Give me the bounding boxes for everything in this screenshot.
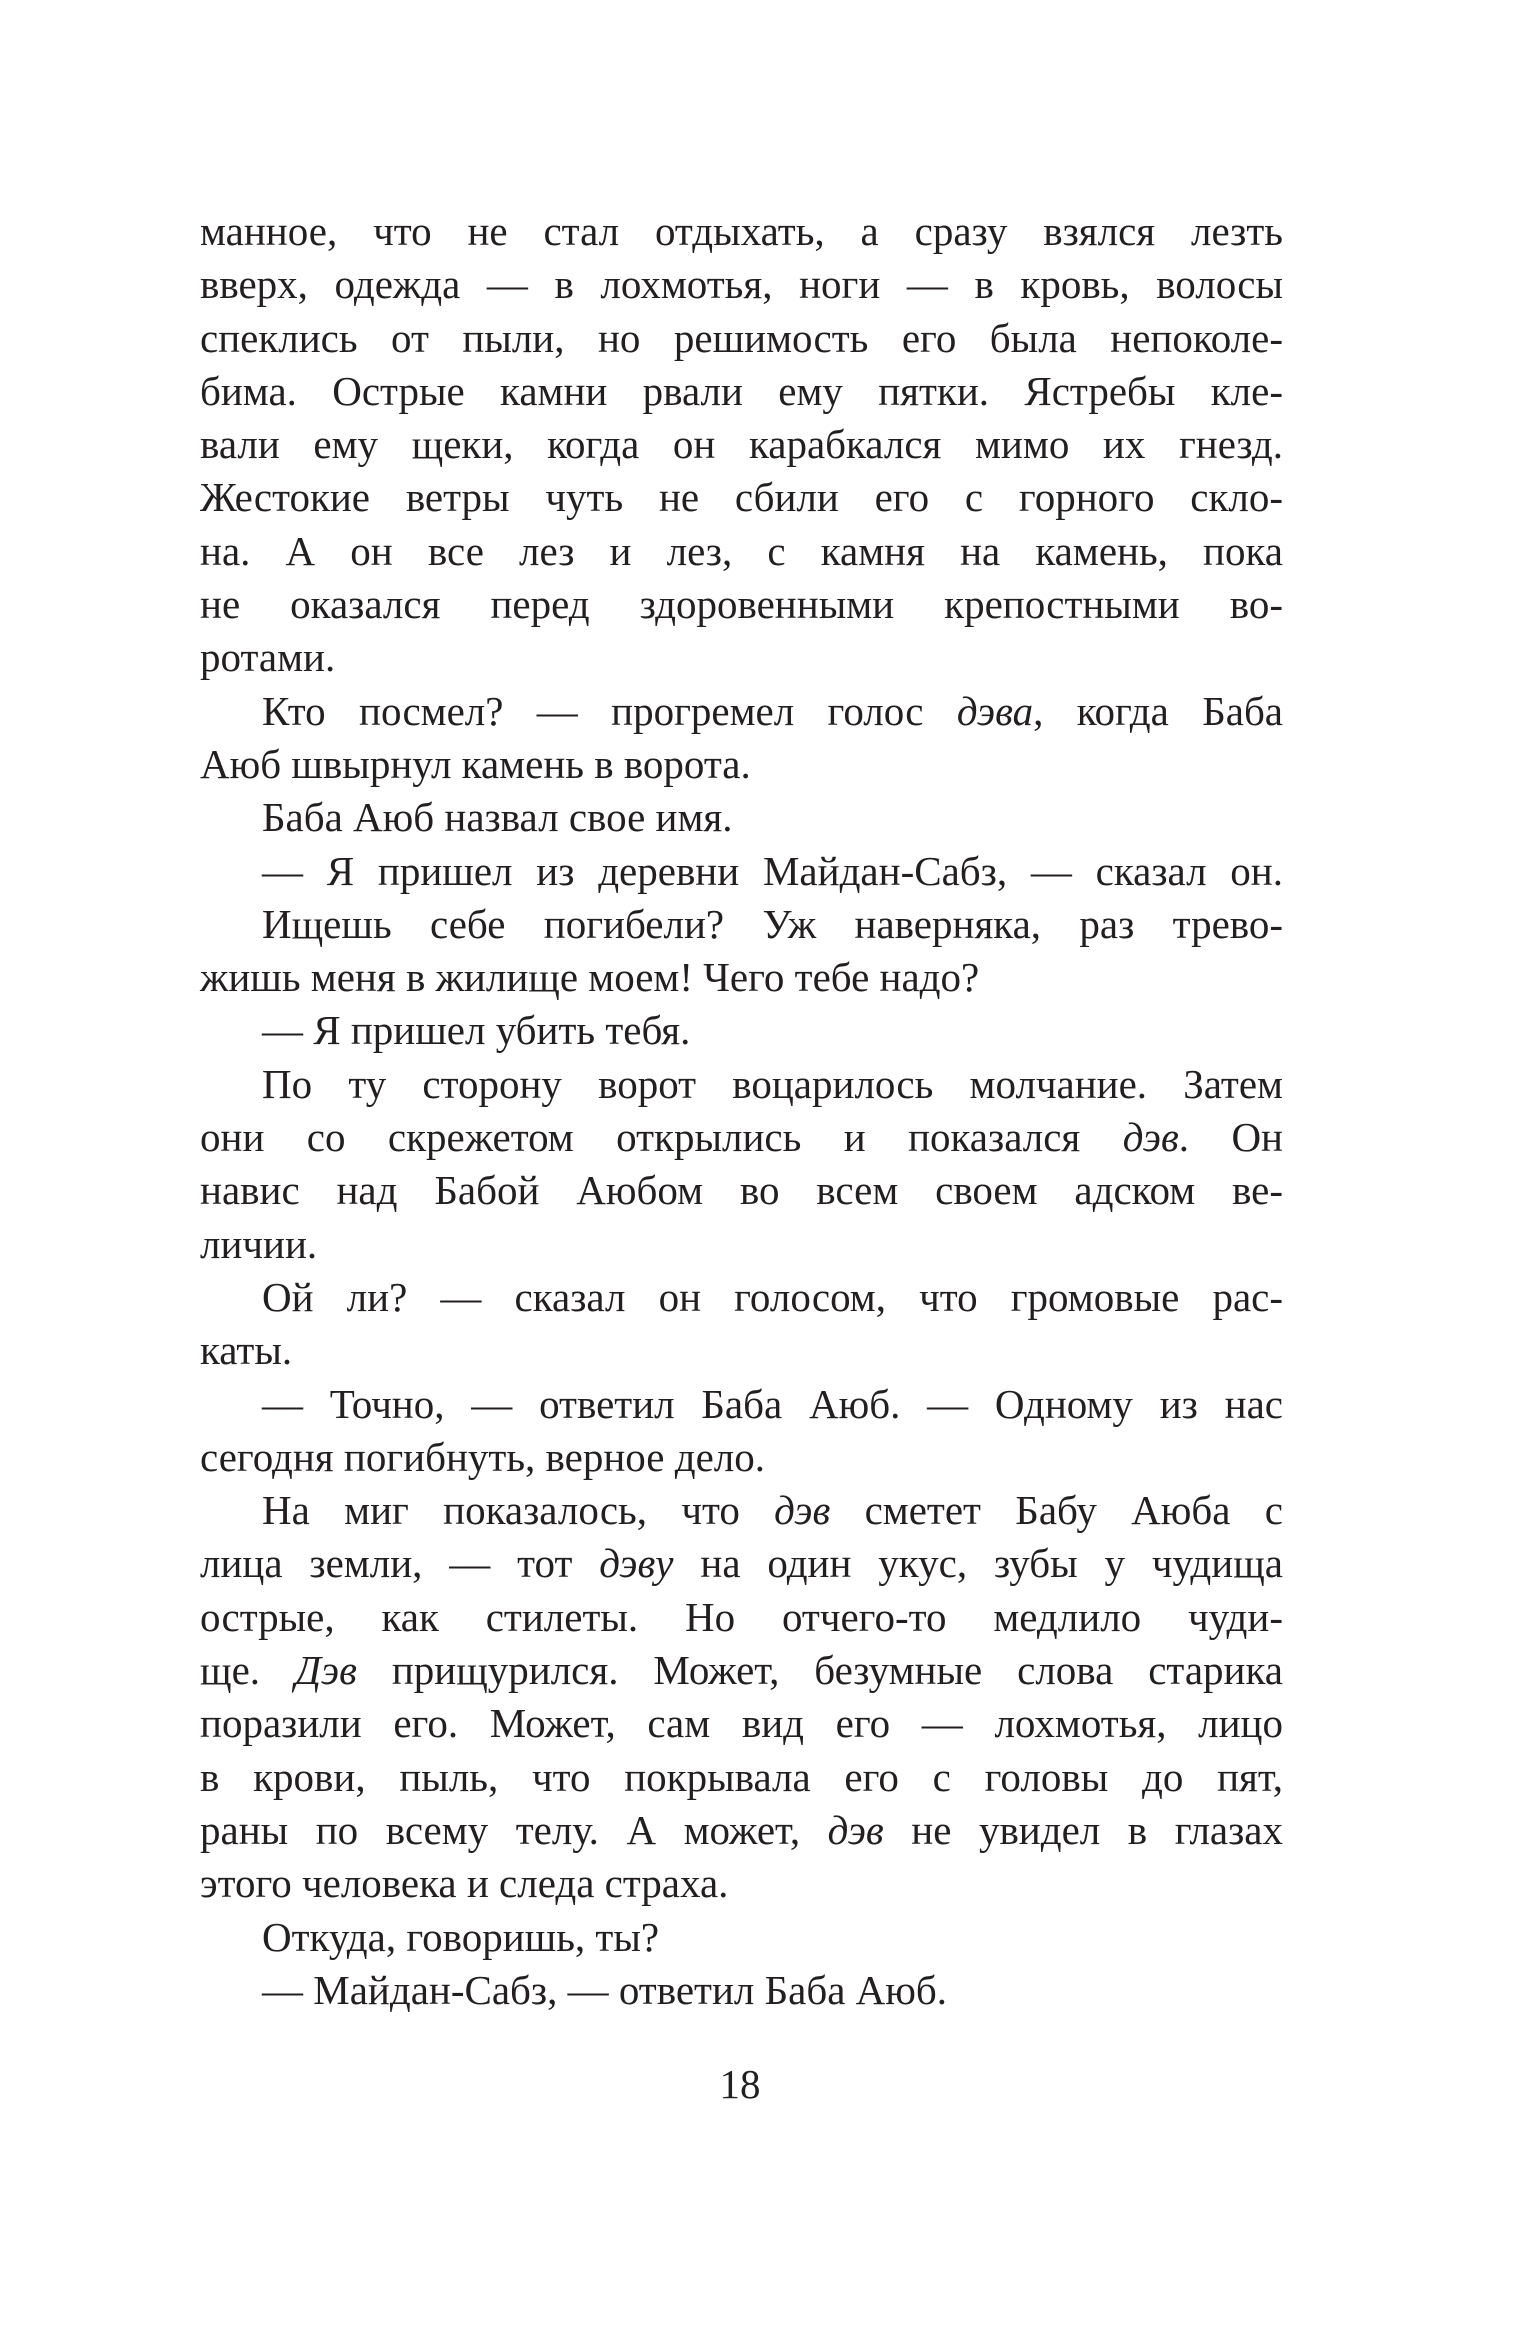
text-line <box>200 1751 1283 1804</box>
text-line <box>200 738 1283 791</box>
text-segment: — Точно, — ответил Баба Аюб. — Одному из нас <box>262 1380 1283 1427</box>
italic-word: Дэв <box>294 1647 357 1694</box>
page-number: 18 <box>719 2061 761 2107</box>
text-segment: Жестокие ветры чуть не сбили его с горного скло- <box>200 474 1283 521</box>
text-line <box>200 1644 1283 1697</box>
text-segment: . Он <box>1178 1114 1283 1161</box>
text-line <box>200 525 1283 578</box>
text-segment: Ищешь себе погибели? Уж наверняка, раз трево- <box>262 900 1283 947</box>
text-segment: ще. <box>200 1647 295 1694</box>
text-line <box>200 418 1283 471</box>
text-segment: не увидел в глазах <box>883 1806 1283 1853</box>
text-segment: бима. Острые камни рвали ему пятки. Ястребы кле- <box>200 367 1283 414</box>
text-line <box>200 258 1283 311</box>
text-line <box>200 1378 1283 1431</box>
text-segment: на. А он все лез и лез, с камня на камень, пока <box>200 527 1283 574</box>
text-line <box>200 205 1283 258</box>
text-segment: — Майдан-Сабз, — ответил Баба Аюб. <box>262 1966 948 2013</box>
page-body-text <box>200 205 1283 2017</box>
text-line <box>200 1911 1283 1964</box>
text-segment: каты. <box>200 1327 293 1374</box>
text-line <box>200 1697 1283 1750</box>
text-segment: — Я пришел убить тебя. <box>262 1007 691 1054</box>
text-line <box>200 1857 1283 1910</box>
text-segment: вверх, одежда — в лохмотья, ноги — в кровь, волосы <box>200 261 1283 308</box>
text-segment: спеклись от пыли, но решимость его была непоколе- <box>200 314 1283 361</box>
italic-word: дэв <box>774 1487 831 1534</box>
text-line <box>200 1591 1283 1644</box>
text-segment: — Я пришел из деревни Майдан-Сабз, — сказал он. <box>262 847 1283 894</box>
text-line <box>200 312 1283 365</box>
text-line <box>200 1218 1283 1271</box>
text-line <box>200 1324 1283 1377</box>
italic-word: дэв <box>827 1806 884 1853</box>
text-line <box>200 1271 1283 1324</box>
text-segment: Откуда, говоришь, ты? <box>262 1913 660 1960</box>
text-line <box>200 578 1283 631</box>
text-line <box>200 1058 1283 1111</box>
text-line <box>200 1164 1283 1217</box>
text-line <box>200 845 1283 898</box>
text-segment: на один укус, зубы у чудища <box>673 1540 1283 1587</box>
text-segment: сегодня погибнуть, верное дело. <box>200 1433 766 1480</box>
text-line <box>200 1804 1283 1857</box>
text-segment: Аюб швырнул камень в ворота. <box>200 740 751 787</box>
text-line <box>200 685 1283 738</box>
italic-word: дэву <box>599 1540 674 1587</box>
text-segment: в крови, пыль, что покрывала его с головы до пят, <box>200 1753 1283 1800</box>
italic-word: дэв <box>1122 1114 1179 1161</box>
text-segment: лица земли, — тот <box>200 1540 600 1587</box>
text-segment: жишь меня в жилище моем! Чего тебе надо? <box>200 954 980 1001</box>
text-line <box>200 1111 1283 1164</box>
text-line <box>200 1537 1283 1590</box>
text-line <box>200 1431 1283 1484</box>
text-line <box>200 365 1283 418</box>
text-segment: Баба Аюб назвал свое имя. <box>262 794 733 841</box>
text-segment: прищурился. Может, безумные слова старика <box>356 1647 1283 1694</box>
text-segment: Ой ли? — сказал он голосом, что громовые рас- <box>262 1273 1283 1320</box>
text-line <box>200 1964 1283 2017</box>
text-line <box>200 791 1283 844</box>
text-segment: острые, как стилеты. Но отчего-то медлило чуди- <box>200 1593 1283 1640</box>
text-segment: раны по всему телу. А может, <box>200 1806 828 1853</box>
text-segment: сметет Бабу Аюба с <box>830 1487 1283 1534</box>
text-line <box>200 471 1283 524</box>
text-segment: вали ему щеки, когда он карабкался мимо их гнезд. <box>200 421 1283 468</box>
text-line <box>200 951 1283 1004</box>
text-segment: , когда Баба <box>1033 687 1284 734</box>
text-line <box>200 1004 1283 1057</box>
text-segment: личии. <box>200 1220 318 1267</box>
text-segment: На миг показалось, что <box>262 1487 775 1534</box>
text-line <box>200 631 1283 684</box>
text-segment: Кто посмел? — прогремел голос <box>262 687 957 734</box>
italic-word: дэва <box>956 687 1034 734</box>
text-segment: ротами. <box>200 634 336 681</box>
text-segment: По ту сторону ворот воцарилось молчание. Затем <box>262 1060 1283 1107</box>
text-segment: навис над Бабой Аюбом во всем своем адском ве- <box>200 1167 1283 1214</box>
text-line <box>200 1484 1283 1537</box>
text-segment: этого человека и следа страха. <box>200 1860 729 1907</box>
text-segment: поразили его. Может, сам вид его — лохмотья, лицо <box>200 1700 1283 1747</box>
text-segment: не оказался перед здоровенными крепостными во- <box>200 581 1283 628</box>
text-segment: манное, что не стал отдыхать, а сразу взялся лезть <box>200 208 1283 254</box>
text-segment: они со скрежетом открылись и показался <box>200 1114 1123 1161</box>
text-line <box>200 898 1283 951</box>
